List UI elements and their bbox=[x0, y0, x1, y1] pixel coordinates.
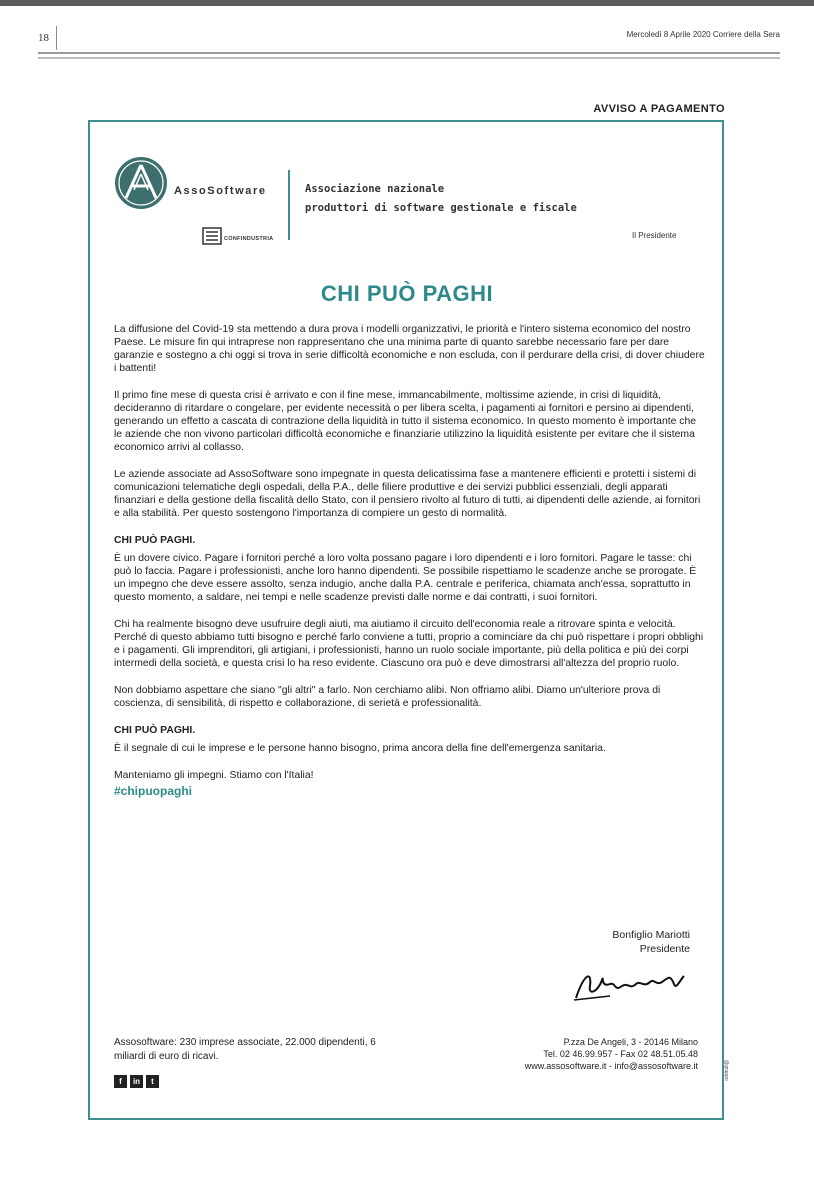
date-line: Mercoledì 8 Aprile 2020 Corriere della Sera bbox=[626, 30, 780, 39]
paragraph-3: Le aziende associate ad AssoSoftware sono impegnate in questa delicatissima fase a mantenere efficienti e protetti i sistemi di comunicazioni telematiche degli ospedali, della P.A., delle filiere produttive e dei servizi pubblici essenziali, degli apparati finanziari e della gestione della fiscalità dello Stato, con il pensiero rivolto al futuro di tutti, ai dipendenti delle aziende, ai fornitori e alla stabilità. Per questo sostengono l'importanza di compiere un gesto di normalità. bbox=[114, 469, 701, 519]
assosoftware-logo-icon bbox=[114, 156, 168, 210]
footer-address: P.zza De Angeli, 3 - 20146 Milano bbox=[563, 1037, 698, 1047]
association-description bbox=[305, 180, 577, 218]
header-separator bbox=[56, 26, 57, 50]
confindustria-emblem-icon bbox=[202, 226, 222, 246]
association-line-1: Associazione nazionale bbox=[305, 183, 445, 195]
letter-body bbox=[114, 323, 706, 802]
twitter-icon[interactable]: t bbox=[146, 1075, 159, 1088]
footer-phone: Tel. 02 46.99.957 - Fax 02 48.51.05.48 bbox=[543, 1049, 698, 1059]
subheading-1: CHI PUÒ PAGHI. bbox=[114, 535, 196, 546]
credit-label: @gruppo bbox=[723, 1060, 729, 1081]
paragraph-4: È un dovere civico. Pagare i fornitori perché a loro volta possano pagare i loro dipendenti e i loro fornitori. Pagare le tasse: chi può lo faccia. Pagare i professionisti, anche loro hanno dipendenti. Se possibile rispettiamo le scadenze anche se prorogate. È un impegno che deve essere assolto, senza indugio, anche dalla P.A. centrale e periferica, chiamata anch'essa, soprattutto in questo momento, a saldare, nei tempi e nelle scadenze previsti dalle norme e dai contratti, i suoi fornitori. bbox=[114, 553, 697, 603]
subheading-2: CHI PUÒ PAGHI. bbox=[114, 725, 196, 736]
logo-separator bbox=[288, 170, 290, 240]
signatory-role: Presidente bbox=[639, 943, 690, 955]
header-rule bbox=[38, 52, 780, 54]
paragraph-1: La diffusione del Covid-19 sta mettendo a dura prova i modelli organizzativi, le priorità e l'intero sistema economico del nostro Paese. Le misure fin qui intraprese non rappresentano che una minima parte di quanto sarebbe necessario fare per dare garanzie e sostegno a chi oggi si trova in serie difficoltà economiche e non escluda, con il perdurare della crisi, di dover chiudere i battenti! bbox=[114, 324, 705, 374]
footer-contacts bbox=[525, 1036, 698, 1072]
closing-line: Manteniamo gli impegni. Stiamo con l'Italia! bbox=[114, 770, 314, 781]
handwritten-signature-icon bbox=[570, 962, 690, 1004]
confindustria-label: CONFINDUSTRIA bbox=[224, 236, 274, 242]
headline: CHI PUÒ PAGHI bbox=[320, 281, 494, 306]
paragraph-7: È il segnale di cui le imprese e le persone hanno bisogno, prima ancora della fine dell'emergenza sanitaria. bbox=[114, 743, 606, 754]
signatory-name: Bonfiglio Mariotti bbox=[612, 929, 690, 941]
paragraph-6: Non dobbiamo aspettare che siano "gli altri" a farlo. Non cerchiamo alibi. Non offriamo alibi. Diamo un'ulteriore prova di coscienza, di sensibilità, di rispetto e collaborazione, di serietà e professionalità. bbox=[114, 685, 661, 709]
hashtag: #chipuopaghi bbox=[114, 784, 192, 798]
top-bar bbox=[0, 0, 814, 6]
social-links bbox=[114, 1075, 159, 1088]
paragraph-5: Chi ha realmente bisogno deve usufruire degli aiuti, ma aiutiamo il circuito dell'economia reale a ritrovare spinta e velocità. Perché di questo abbiamo tutti bisogno e perché farlo conviene a tutti, proprio a cominciare da chi può rispettare i propri obblighi e i pagamenti. Gli imprenditori, gli artigiani, i professionisti, hanno un ruolo sociale importante, più della politica e più dei corpi intermedi della società, e questa crisi lo ha reso evidente. Ciascuno ora può e deve dimostrarsi all'altezza del proprio ruolo. bbox=[114, 619, 704, 669]
association-line-2: produttori di software gestionale e fiscale bbox=[305, 202, 577, 214]
president-header: Il Presidente bbox=[632, 231, 677, 240]
ad-label: AVVISO A PAGAMENTO bbox=[593, 103, 725, 115]
header-rule-secondary bbox=[38, 57, 780, 59]
paragraph-2: Il primo fine mese di questa crisi è arrivato e con il fine mese, immancabilmente, moltissime aziende, in crisi di liquidità, decideranno di ritardare o congelare, per evidente necessità o per libera scelta, i pagamenti ai fornitori e persino ai dipendenti, generando un effetto a cascata di contrazione della liquidità in tutto il sistema economico. In questo momento è importante che le aziende che non vivono particolari difficoltà economiche e finanziarie utilizzino la liquidità esistente per evitare che il sistema economico arrivi al collasso. bbox=[114, 390, 697, 453]
brand-name: AssoSoftware bbox=[174, 185, 267, 197]
footer-stats: Assosoftware: 230 imprese associate, 22.000 dipendenti, 6 miliardi di euro di ricavi. bbox=[114, 1037, 376, 1062]
linkedin-icon[interactable]: in bbox=[130, 1075, 143, 1088]
page-number: 18 bbox=[38, 32, 49, 44]
footer-web[interactable]: www.assosoftware.it - info@assosoftware.it bbox=[524, 1061, 698, 1071]
signatory bbox=[612, 928, 690, 956]
facebook-icon[interactable]: f bbox=[114, 1075, 127, 1088]
